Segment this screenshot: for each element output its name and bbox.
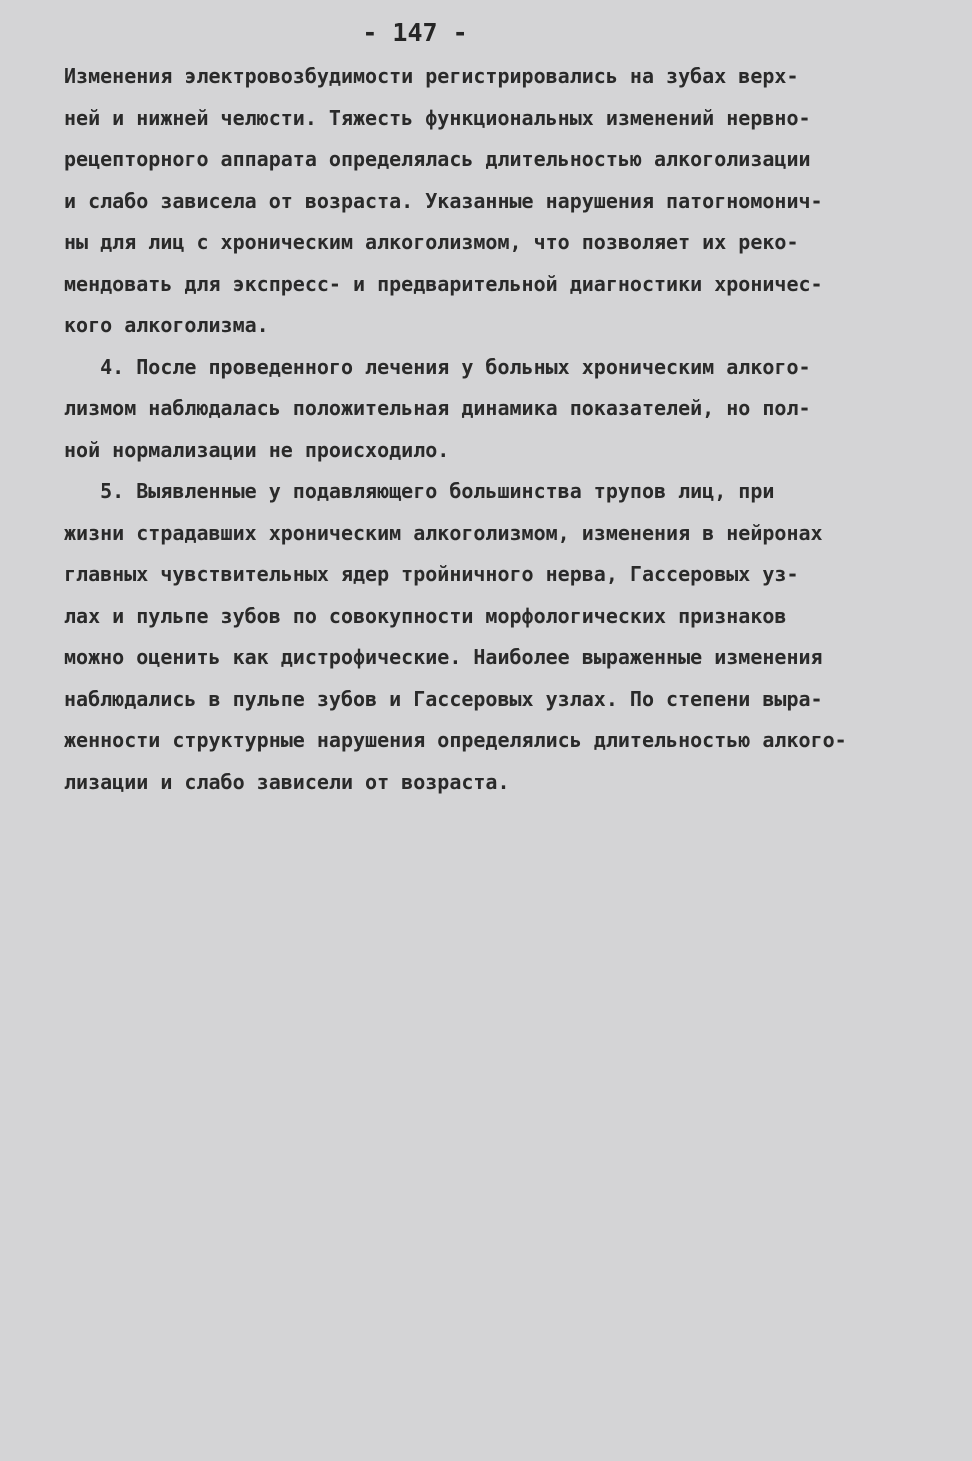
text-line: Изменения электровозбудимости регистрировались на зубах верх- xyxy=(64,64,799,88)
text-line: мендовать для экспресс- и предварительной диагностики хроничес- xyxy=(64,271,823,296)
text-line: лизмом наблюдалась положительная динамика показателей, но пол- xyxy=(64,396,811,420)
text-line: наблюдались в пульпе зубов и Гассеровых узлах. По степени выра- xyxy=(64,686,823,711)
text-line: 4. После проведенного лечения у больных хроническим алкого- xyxy=(64,354,811,379)
paragraph-3 xyxy=(64,471,904,803)
text-line: ны для лиц с хроническим алкоголизмом, что позволяет их реко- xyxy=(64,230,799,254)
text-line: женности структурные нарушения определялись длительностью алкого- xyxy=(64,728,847,752)
text-line: кого алкоголизма. xyxy=(64,313,269,337)
text-line: ной нормализации не происходило. xyxy=(64,437,450,462)
text-line: можно оценить как дистрофические. Наиболее выраженные изменения xyxy=(64,645,823,669)
text-line: лах и пульпе зубов по совокупности морфологических признаков xyxy=(64,603,787,628)
page-number: - 147 - xyxy=(362,18,468,47)
text-line: и слабо зависела от возраста. Указанные нарушения патогномонич- xyxy=(64,188,823,213)
paragraph-2 xyxy=(64,347,904,472)
text-line: 5. Выявленные у подавляющего большинства трупов лиц, при xyxy=(64,479,775,503)
text-line: лизации и слабо зависели от возраста. xyxy=(64,769,510,794)
text-line: главных чувствительных ядер тройничного нерва, Гассеровых уз- xyxy=(64,562,799,586)
text-line: рецепторного аппарата определялась длительностью алкоголизации xyxy=(64,147,811,171)
body-text xyxy=(64,56,904,803)
text-line: ней и нижней челюсти. Тяжесть функциональных изменений нервно- xyxy=(64,105,811,130)
paragraph-1 xyxy=(64,56,904,347)
text-line: жизни страдавших хроническим алкоголизмом, изменения в нейронах xyxy=(64,520,823,545)
